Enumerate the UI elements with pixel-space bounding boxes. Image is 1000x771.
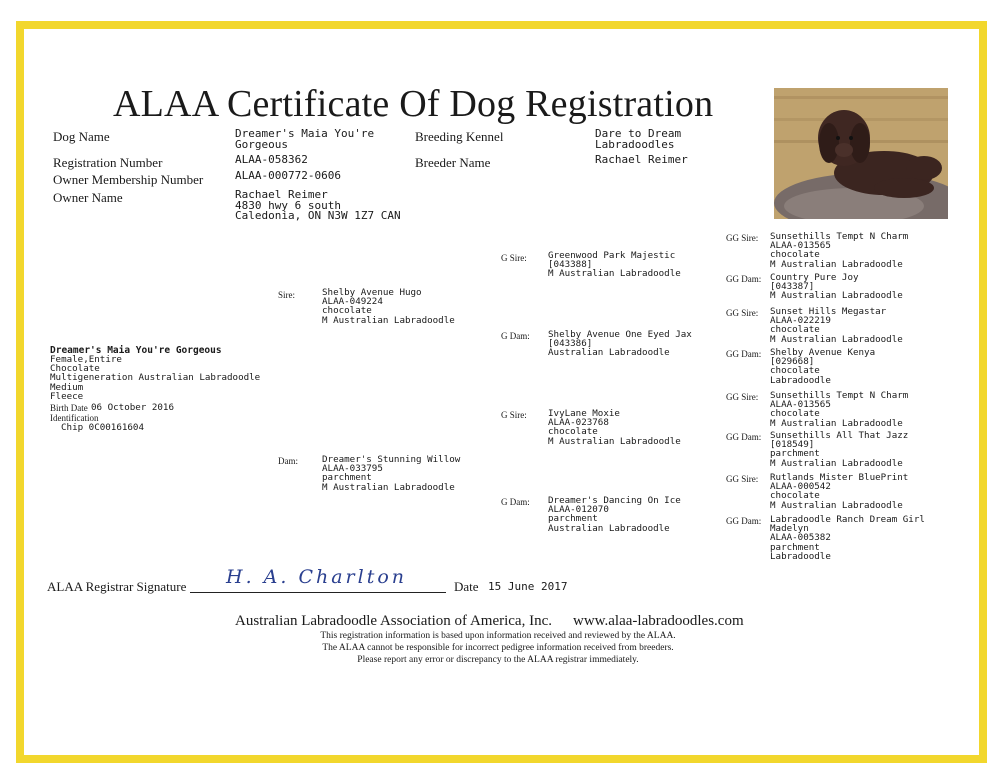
gg-sire-label-4: GG Sire:: [726, 474, 759, 484]
footer-line-3: Please report any error or discrepancy to the ALAA registrar immediately.: [357, 655, 639, 665]
gg-value-2: Country Pure Joy [043387] M Australian Labradoodle: [770, 272, 903, 302]
owner-membership-value: ALAA-000772-0606: [235, 169, 341, 182]
gg-value-6: Sunsethills All That Jazz [018549] parchment M Australian Labradoodle: [770, 430, 909, 469]
dog-full-name: Dreamer's Maia You're Gorgeous: [50, 345, 222, 356]
dog-name-value: Dreamer's Maia You're Gorgeous: [235, 127, 375, 151]
gg-sire-label-1: GG Sire:: [726, 233, 759, 243]
gg-value-3: Sunset Hills Megastar ALAA-022219 chocolate M Australian Labradoodle: [770, 306, 903, 345]
sire-label: Sire:: [278, 290, 295, 300]
g-dam-value-2: Dreamer's Dancing On Ice ALAA-012070 parchment Australian Labradoodle: [548, 495, 681, 534]
puppy-image: [774, 88, 948, 219]
owner-name-label: Owner Name: [53, 190, 123, 205]
dog-details: Female,Entire Chocolate Multigeneration Australian Labradoodle Medium Fleece: [50, 354, 261, 402]
gg-dam-label-2: GG Dam:: [726, 349, 762, 359]
gg-sire-label-2: GG Sire:: [726, 308, 759, 318]
sire-value: Shelby Avenue Hugo ALAA-049224 chocolate M Australian Labradoodle: [322, 287, 455, 326]
registration-number-value: ALAA-058362: [235, 153, 308, 166]
gg-dam-label-4: GG Dam:: [726, 516, 762, 526]
birth-date-value: 06 October 2016: [91, 402, 174, 413]
signature-label: ALAA Registrar Signature: [47, 579, 187, 594]
date-value: 15 June 2017: [488, 580, 568, 593]
owner-membership-label: Owner Membership Number: [53, 172, 204, 187]
gg-value-8: Labradoodle Ranch Dream Girl Madelyn ALAA-005382 parchment Labradoodle: [770, 514, 925, 562]
breeder-name-label: Breeder Name: [415, 155, 491, 170]
owner-name-value: Rachael Reimer 4830 hwy 6 south Caledonia, ON N3W 1Z7 CAN: [235, 188, 401, 222]
footer-line-2: The ALAA cannot be responsible for incorrect pedigree information received from breeders.: [322, 643, 674, 653]
gg-dam-label-3: GG Dam:: [726, 432, 762, 442]
signature-line: [190, 592, 446, 593]
gg-dam-label-1: GG Dam:: [726, 274, 762, 284]
chip-value: Chip 0C00161604: [61, 422, 144, 433]
gg-value-7: Rutlands Mister BluePrint ALAA-000542 chocolate M Australian Labradoodle: [770, 472, 909, 511]
dam-value: Dreamer's Stunning Willow ALAA-033795 parchment M Australian Labradoodle: [322, 454, 461, 493]
footer-org: Australian Labradoodle Association of America, Inc.: [235, 613, 552, 629]
g-sire-label-2: G Sire:: [501, 410, 527, 420]
dog-name-label: Dog Name: [53, 129, 110, 144]
g-dam-label-1: G Dam:: [501, 331, 530, 341]
gg-value-1: Sunsethills Tempt N Charm ALAA-013565 chocolate M Australian Labradoodle: [770, 231, 909, 270]
dam-label: Dam:: [278, 456, 298, 466]
footer-line-1: This registration information is based upon information received and reviewed by the ALAA.: [320, 631, 676, 641]
identification-label: Identification: [50, 413, 99, 423]
g-dam-value-1: Shelby Avenue One Eyed Jax [043386] Australian Labradoodle: [548, 329, 692, 359]
breeding-kennel-label: Breeding Kennel: [415, 129, 504, 144]
dog-photo: [774, 88, 948, 219]
breeder-name-value: Rachael Reimer: [595, 153, 688, 166]
gg-value-5: Sunsethills Tempt N Charm ALAA-013565 chocolate M Australian Labradoodle: [770, 390, 909, 429]
footer-website[interactable]: www.alaa-labradoodles.com: [573, 613, 744, 629]
g-dam-label-2: G Dam:: [501, 497, 530, 507]
breeding-kennel-value: Dare to Dream Labradoodles: [595, 127, 682, 151]
signature-ink: H. A. Charlton: [226, 566, 408, 588]
date-label: Date: [454, 579, 479, 594]
gg-value-4: Shelby Avenue Kenya [029668] chocolate Labradoodle: [770, 347, 876, 386]
certificate-title: ALAA Certificate Of Dog Registration: [113, 83, 714, 125]
birth-date-label: Birth Date: [50, 403, 88, 413]
g-sire-label-1: G Sire:: [501, 253, 527, 263]
g-sire-value-1: Greenwood Park Majestic [043388] M Australian Labradoodle: [548, 250, 681, 280]
g-sire-value-2: IvyLane Moxie ALAA-023768 chocolate M Australian Labradoodle: [548, 408, 681, 447]
gg-sire-label-3: GG Sire:: [726, 392, 759, 402]
registration-number-label: Registration Number: [53, 155, 163, 170]
